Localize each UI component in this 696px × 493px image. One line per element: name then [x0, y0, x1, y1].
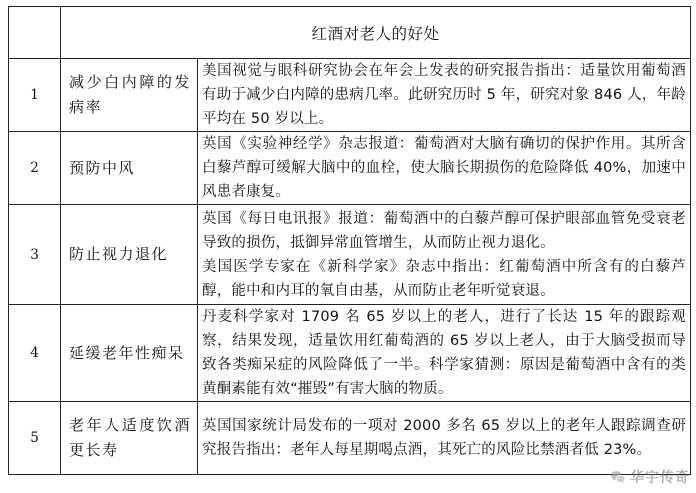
row-number: 1	[9, 59, 61, 132]
benefit-description	[198, 305, 691, 402]
wechat-icon	[610, 469, 626, 485]
benefit-name: 减少白内障的发病率	[61, 59, 198, 132]
benefit-description	[198, 402, 691, 475]
table-row	[9, 205, 691, 305]
benefit-name: 预防中风	[61, 132, 198, 205]
description-paragraph: 美国视觉与眼科研究协会在年会上发表的研究报告指出：适量饮用葡萄酒有助于减少白内障的患病几率。此研究历时 5 年，研究对象 846 人，年龄平均在 50 岁以上。	[202, 63, 687, 127]
row-number: 4	[9, 305, 61, 402]
title-corner-cell	[9, 7, 61, 59]
watermark-text: 华宇传奇	[630, 470, 690, 486]
description-paragraph: 英国《每日电讯报》报道：葡萄酒中的白藜芦醇可保护眼部血管免受衰老导致的损伤，抵御异常血管增生，从而防止视力退化。	[202, 210, 687, 251]
description-paragraph: 英国《实验神经学》杂志报道：葡萄酒对大脑有确切的保护作用。其所含白藜芦醇可缓解大脑中的血栓，使大脑长期损伤的危险降低 40%，加速中风患者康复。	[202, 136, 687, 200]
benefit-name: 防止视力退化	[61, 205, 198, 305]
table-row	[9, 305, 691, 402]
description-paragraph: 英国国家统计局发布的一项对 2000 多名 65 岁以上的老年人跟踪调查研究报告指出：老年人每星期喝点酒，其死亡的风险比禁酒者低 23%。	[202, 418, 687, 458]
benefit-description	[198, 132, 691, 205]
row-number: 2	[9, 132, 61, 205]
benefit-description	[198, 59, 691, 132]
table-title-row	[9, 7, 691, 59]
table-title: 红酒对老人的好处	[61, 7, 691, 59]
benefits-table	[8, 6, 691, 475]
table-row	[9, 132, 691, 205]
benefit-name: 老年人适度饮酒更长寿	[61, 402, 198, 475]
table-row	[9, 59, 691, 132]
row-number: 3	[9, 205, 61, 305]
description-paragraph: 美国医学专家在《新科学家》杂志中指出：红葡萄酒中所含有的白藜芦醇，能中和内耳的氧自由基，从而防止老年听觉衰退。	[202, 258, 687, 299]
table-row	[9, 402, 691, 475]
watermark	[610, 467, 690, 487]
description-paragraph: 丹麦科学家对 1709 名 65 岁以上的老人，进行了长达 15 年的跟踪观察，结果发现，适量饮用红葡萄酒的 65 岁以上老人，由于大脑受损而导致各类痴呆症的风险降低了一半。科学家猜测：原因是葡萄酒中含有的类黄酮素能有效“摧毁”有害大脑的物质。	[202, 309, 687, 397]
benefit-description	[198, 205, 691, 305]
row-number: 5	[9, 402, 61, 475]
benefit-name: 延缓老年性痴呆	[61, 305, 198, 402]
